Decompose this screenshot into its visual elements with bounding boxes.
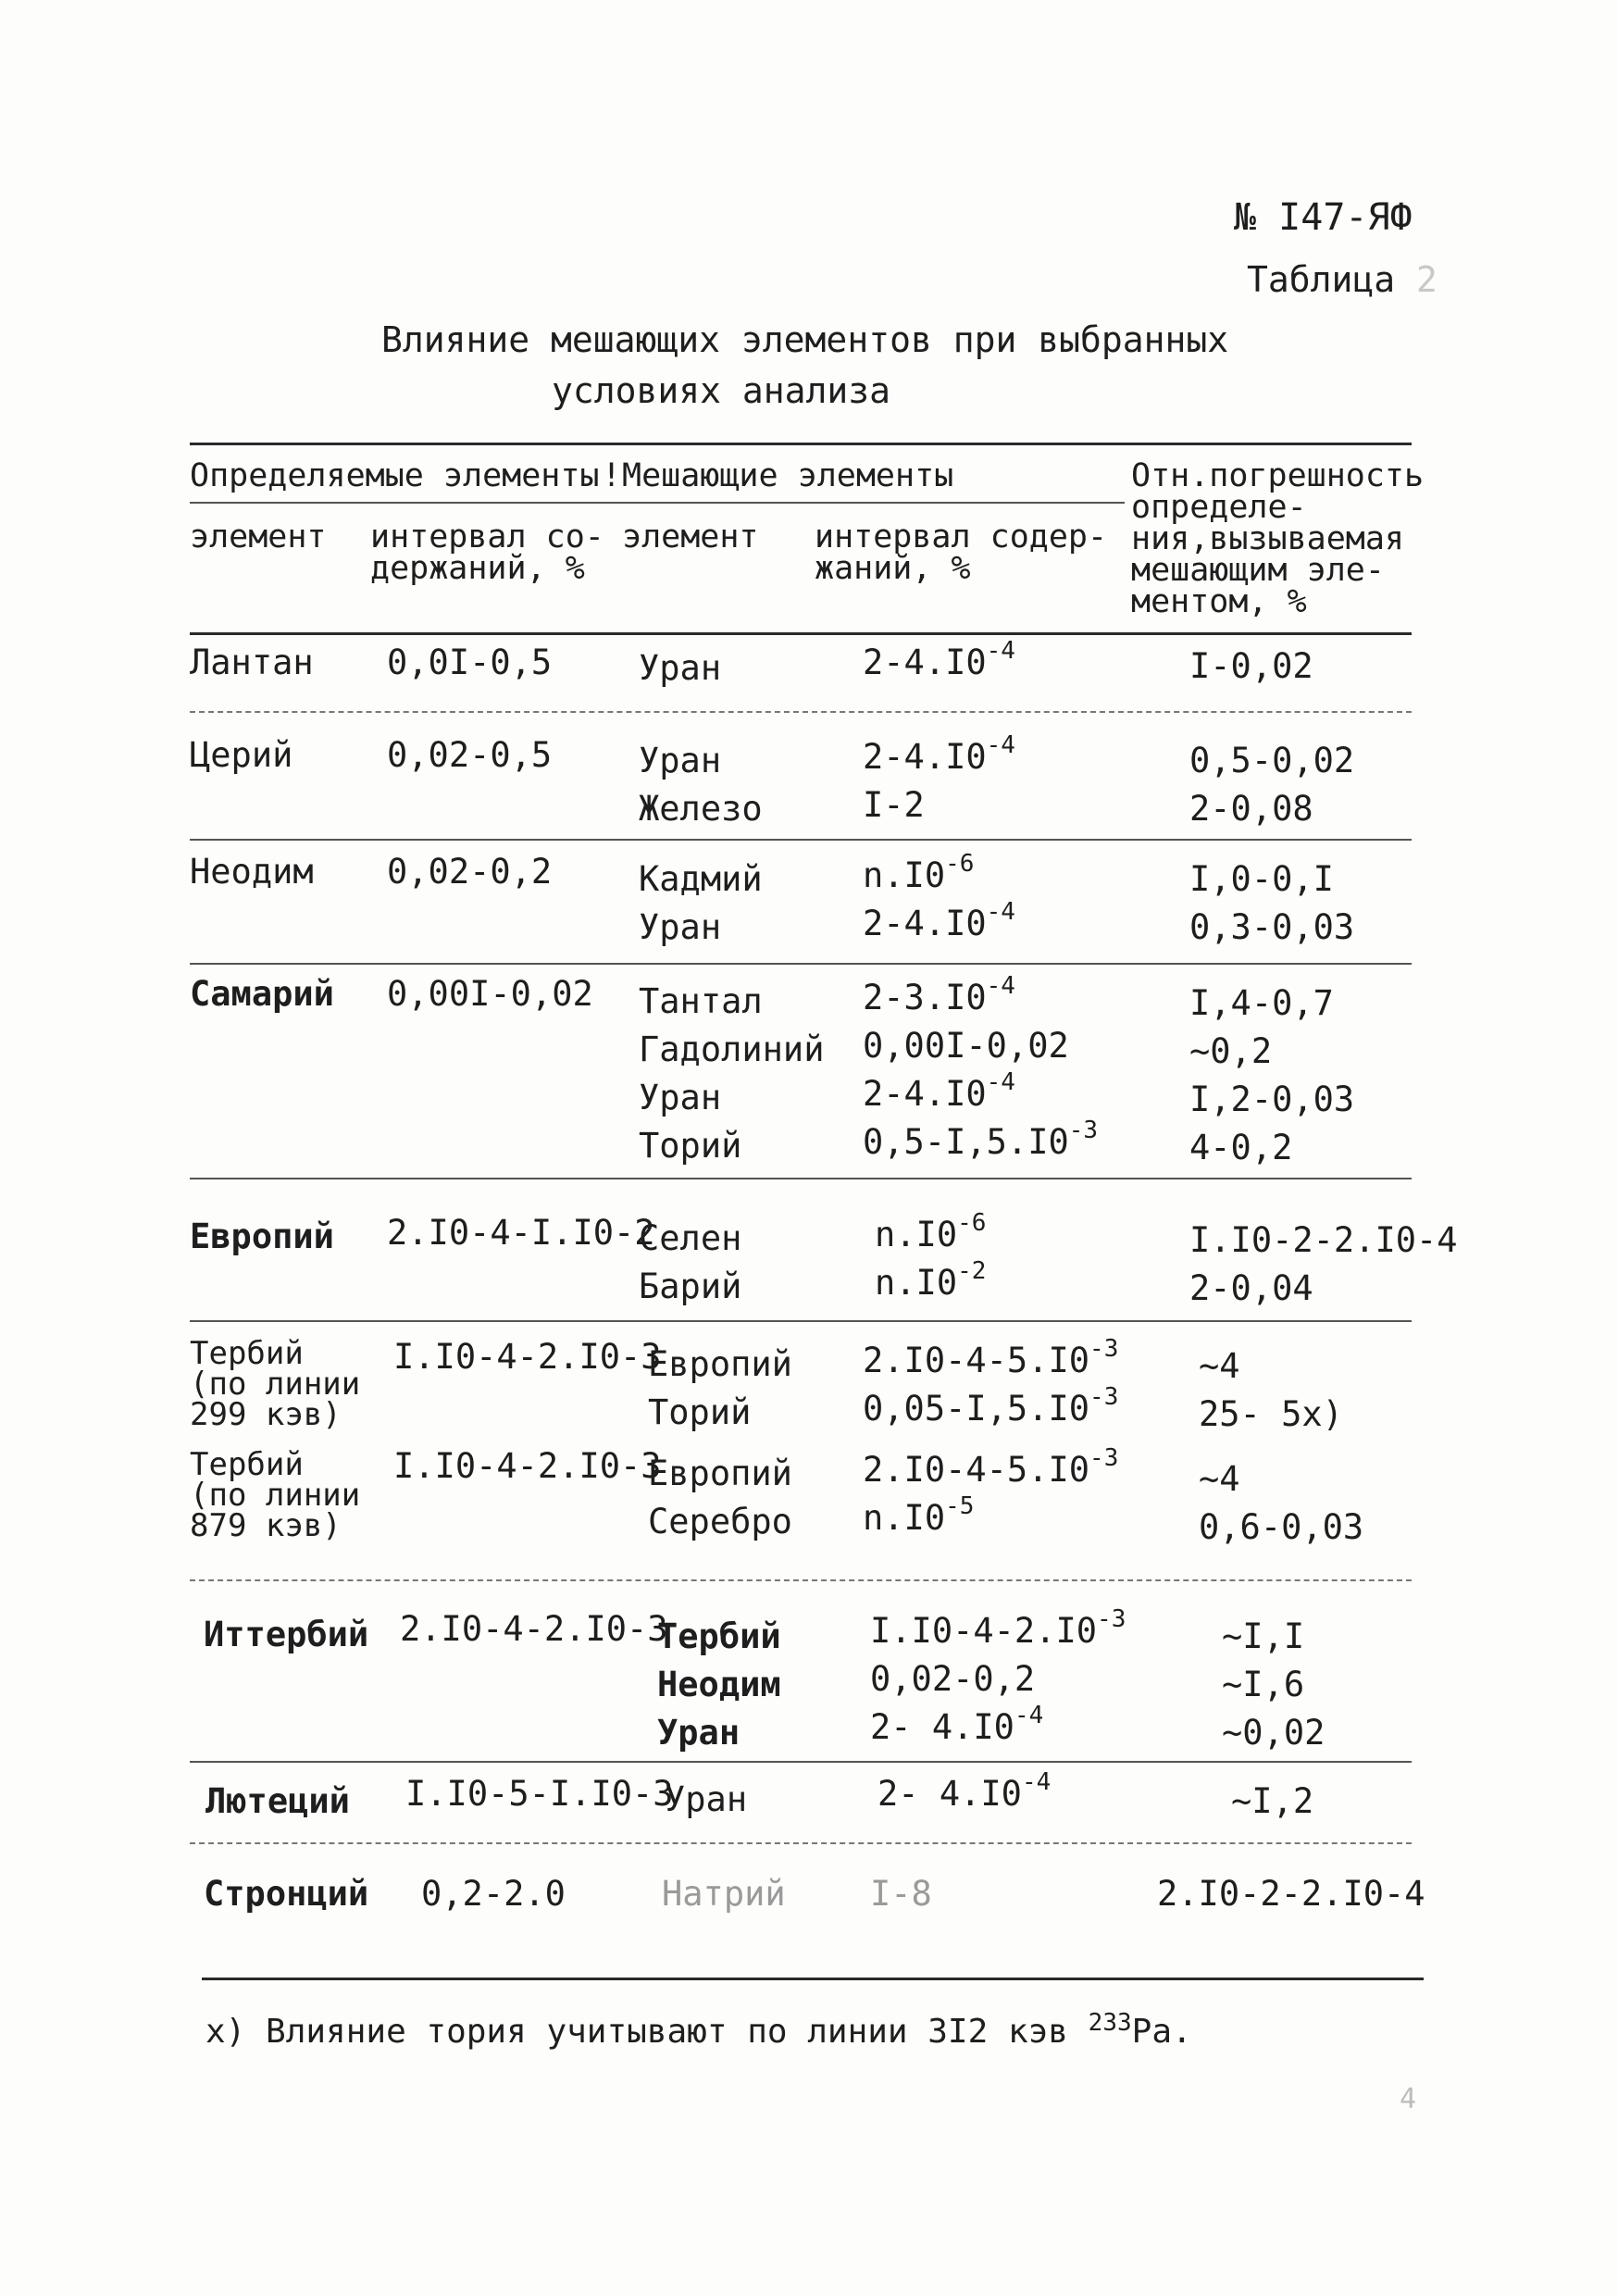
interferer-range (863, 1334, 1119, 1385)
interferer-name: Серебро (648, 1502, 792, 1541)
interferer-name: Железо (639, 789, 763, 829)
range-base: n.I0 (863, 1498, 946, 1538)
table-label (1247, 259, 1438, 300)
row-divider (190, 711, 1412, 713)
interferer-errors (1199, 1342, 1343, 1439)
interferer-error: 2-0,04 (1189, 1268, 1313, 1308)
interferer-name: Селен (639, 1218, 742, 1258)
interferer-name: Барий (639, 1267, 742, 1306)
interferer-range (870, 1604, 1126, 1655)
element-name: Самарий (190, 974, 334, 1014)
element-name: Церий (190, 735, 293, 775)
footnote-isotope-mass: 233 (1088, 2009, 1132, 2037)
interferer-name: Уран (639, 907, 722, 947)
row-element (190, 1446, 361, 1544)
interferer-errors (1189, 737, 1354, 833)
interferer-name: Уран (657, 1713, 741, 1753)
interferer-ranges (863, 1443, 1119, 1542)
interferer-range (863, 1067, 1098, 1118)
range-base: 0,02-0,2 (870, 1659, 1036, 1699)
interferer-range: I-8 (870, 1874, 932, 1914)
interferer-name: Уран (639, 648, 722, 688)
table-title-line1: Влияние мешающих элементов при выбранных (381, 319, 1229, 360)
interferer-range (863, 781, 1015, 830)
row-interval: 0,2-2.0 (421, 1874, 566, 1914)
range-exponent: -3 (1068, 1116, 1099, 1144)
range-base: 2.I0-4-5.I0 (863, 1450, 1090, 1490)
range-base: 2- 4.I0 (870, 1707, 1014, 1747)
interferer-error: I-0,02 (1189, 646, 1313, 686)
element-note: (по линии (190, 1477, 361, 1514)
header-m-element: элемент (622, 518, 759, 555)
row-interval: I.I0-5-I.I0-3 (405, 1774, 674, 1814)
row-divider (190, 1579, 1412, 1581)
interferer-error: ~I,6 (1222, 1665, 1305, 1704)
row-element (190, 1335, 361, 1433)
row-divider (190, 839, 1412, 841)
header-rel-error (1131, 457, 1425, 620)
table-label-text: Таблица (1247, 259, 1396, 300)
header-rel-error-line: ментом, % (1131, 583, 1307, 620)
row-element (204, 1870, 368, 1918)
interferer-name: Уран (639, 1078, 722, 1117)
header-interval-line: держаний, % (370, 550, 585, 587)
interferer-name: Уран (665, 1779, 748, 1819)
document-number: № I47-ЯФ (1234, 196, 1413, 239)
header-bottom-rule (190, 632, 1412, 635)
interferer-name: Гадолиний (639, 1029, 825, 1069)
interferer-range (863, 897, 1015, 948)
row-divider (190, 1320, 1412, 1322)
range-exponent: -3 (1089, 1382, 1119, 1411)
header-element: элемент (190, 518, 327, 555)
row-interval: 0,0I-0,5 (387, 643, 553, 682)
row-divider (190, 1761, 1412, 1763)
range-base: 2- 4.I0 (877, 1774, 1022, 1814)
interferer-ranges (863, 1334, 1119, 1433)
interferer-range (877, 1767, 1052, 1818)
table-title-line2: условиях анализа (552, 370, 891, 411)
header-interfering: Мешающие элементы (622, 457, 954, 494)
element-name: Тербий (190, 1335, 304, 1372)
interferer-error: I,2-0,03 (1189, 1079, 1355, 1119)
interferer-error: ~4 (1199, 1459, 1240, 1499)
header-determined: Определяемые элементы (190, 457, 600, 494)
interferer-list (639, 1215, 741, 1311)
range-exponent: -3 (1097, 1604, 1126, 1633)
element-name: Иттербий (204, 1615, 369, 1654)
range-base: 0,00I-0,02 (863, 1026, 1069, 1066)
interferer-range (863, 1491, 1118, 1542)
interferer-errors (1189, 1217, 1458, 1313)
range-base: n.I0 (875, 1263, 958, 1303)
range-base: n.I0 (875, 1215, 958, 1254)
footnote-isotope: Ра. (1131, 2013, 1192, 2051)
row-divider (190, 1842, 1412, 1844)
range-base: 0,5-I,5.I0 (863, 1122, 1069, 1162)
interferer-range (870, 1655, 1126, 1703)
element-name: Европий (190, 1217, 334, 1256)
header-m-interval-line: жаний, % (815, 550, 971, 587)
element-name: Стронций (204, 1874, 369, 1914)
header-mid-rule (190, 502, 1125, 504)
row-divider (190, 1178, 1412, 1179)
element-name: Неодим (190, 852, 314, 892)
interferer-error: 25- 5х) (1199, 1394, 1343, 1434)
row-element (204, 1611, 368, 1659)
interferer-list (648, 1341, 792, 1437)
range-base: 2-4.I0 (863, 904, 987, 943)
interferer-name: Натрий (662, 1874, 786, 1914)
element-note: 879 кэв) (190, 1507, 342, 1544)
interferer-name: Европий (648, 1344, 792, 1384)
range-exponent: -4 (986, 1067, 1015, 1096)
interferer-error: I,4-0,7 (1189, 983, 1334, 1023)
interferer-range (863, 636, 1015, 687)
row-interval: 0,02-0,2 (387, 852, 553, 892)
range-base: 2-3.I0 (863, 978, 987, 1017)
interferer-error: 0,3-0,03 (1189, 907, 1355, 947)
header-rel-error-line: мешающим эле- (1131, 552, 1385, 589)
range-exponent: -5 (945, 1491, 975, 1520)
range-exponent: -4 (986, 971, 1015, 1000)
interferer-range (870, 1703, 1126, 1752)
row-interval: I.I0-4-2.I0-3 (393, 1446, 662, 1486)
range-exponent: -3 (1089, 1334, 1119, 1363)
element-note: 299 кэв) (190, 1396, 342, 1433)
range-base: 0,05-I,5.I0 (863, 1389, 1090, 1429)
interferer-error: ~4 (1199, 1346, 1240, 1386)
row-element (190, 1213, 334, 1261)
interferer-error: 0,5-0,02 (1189, 741, 1355, 780)
range-exponent: -6 (945, 849, 975, 878)
range-base: 2-4.I0 (863, 643, 987, 682)
interferer-errors (1222, 1613, 1325, 1757)
range-base: n.I0 (863, 855, 946, 895)
header-interval-line: интервал со- (370, 518, 604, 555)
row-divider (190, 963, 1412, 965)
interferer-range (863, 730, 1015, 781)
interferer-range (863, 1118, 1098, 1167)
interferer-ranges (863, 730, 1015, 830)
range-base: I-2 (863, 785, 925, 825)
interferer-range (863, 971, 1098, 1022)
range-exponent: -4 (1014, 1701, 1044, 1729)
interferer-range (863, 1022, 1098, 1070)
interferer-name: Тантал (639, 981, 763, 1021)
interferer-ranges (863, 849, 1015, 948)
interferer-range (863, 849, 1015, 900)
interferer-name: Торий (639, 1126, 742, 1166)
header-rel-error-line: ния,вызываемая (1131, 520, 1405, 557)
range-exponent: -3 (1089, 1443, 1119, 1472)
row-element (190, 970, 334, 1018)
interferer-range (875, 1256, 987, 1307)
interferer-error: 4-0,2 (1189, 1128, 1293, 1167)
interferer-errors (1189, 980, 1354, 1172)
interferer-errors (1189, 855, 1354, 952)
interferer-name: Торий (648, 1392, 752, 1432)
range-exponent: -4 (1021, 1767, 1052, 1796)
interferer-ranges (875, 1208, 987, 1307)
element-name: Тербий (190, 1446, 304, 1483)
row-element (190, 639, 314, 687)
interferer-list (639, 737, 763, 833)
range-base: I.I0-4-2.I0 (870, 1611, 1098, 1651)
footnote-text: х) Влияние тория учитывают по линии 3I2 кэв (205, 2013, 1068, 2051)
interferer-name: Кадмий (639, 859, 763, 899)
range-exponent: -6 (957, 1208, 987, 1237)
element-name: Лантан (190, 643, 314, 682)
interferer-list (639, 978, 824, 1170)
range-base: 2-4.I0 (863, 737, 987, 777)
table-number: 2 (1416, 259, 1438, 300)
interferer-errors (1199, 1455, 1363, 1552)
interferer-ranges (870, 1604, 1126, 1752)
row-element (190, 731, 292, 780)
range-exponent: -2 (957, 1256, 987, 1285)
page-mark: 4 (1400, 2083, 1417, 2115)
row-interval: 2.I0-4-I.I0-2 (387, 1213, 655, 1253)
range-exponent: -4 (986, 730, 1015, 759)
header-interval (370, 518, 604, 587)
range-exponent: -4 (986, 636, 1015, 665)
range-base: 2.I0-4-5.I0 (863, 1341, 1090, 1380)
interferer-error: 0,6-0,03 (1199, 1507, 1364, 1547)
interferer-list (639, 855, 763, 952)
interferer-list (657, 1613, 781, 1757)
interferer-error: ~I,I (1222, 1616, 1305, 1656)
header-m-interval (815, 518, 1108, 587)
table-top-rule (190, 443, 1412, 445)
header-m-interval-line: интервал содер- (815, 518, 1108, 555)
row-element (190, 848, 314, 896)
header-rel-error-line: определе- (1131, 489, 1307, 526)
range-base: 2-4.I0 (863, 1074, 987, 1114)
interferer-error: 2-0,08 (1189, 789, 1313, 829)
interferer-name: Неодим (657, 1665, 781, 1704)
header-separator-1: ! (602, 457, 622, 494)
interferer-ranges (863, 971, 1099, 1167)
interferer-name: Тербий (657, 1616, 781, 1656)
row-interval: 0,02-0,5 (387, 735, 553, 775)
interferer-list (648, 1450, 792, 1546)
interferer-error: I.I0-2-2.I0-4 (1189, 1220, 1458, 1260)
interferer-error: ~0,02 (1222, 1713, 1326, 1753)
footnote (205, 2009, 1192, 2051)
interferer-error: ~0,2 (1189, 1031, 1273, 1071)
interferer-range (863, 1443, 1119, 1494)
element-note: (по линии (190, 1366, 361, 1403)
interferer-error: ~I,2 (1231, 1781, 1314, 1821)
table-bottom-rule (202, 1978, 1424, 1980)
interferer-name: Уран (639, 741, 722, 780)
range-exponent: -4 (986, 897, 1015, 926)
interferer-range (875, 1208, 987, 1259)
row-element (205, 1778, 350, 1826)
interferer-error: I,0-0,I (1189, 859, 1334, 899)
row-interval: 2.I0-4-2.I0-3 (400, 1609, 668, 1649)
interferer-error: 2.I0-2-2.I0-4 (1157, 1874, 1425, 1914)
interferer-range (863, 1382, 1119, 1433)
element-name: Лютеций (205, 1781, 350, 1821)
row-interval: 0,00I-0,02 (387, 974, 593, 1014)
header-rel-error-line: Отн.погрешность (1131, 457, 1425, 494)
row-interval: I.I0-4-2.I0-3 (393, 1337, 662, 1377)
interferer-name: Европий (648, 1454, 792, 1493)
